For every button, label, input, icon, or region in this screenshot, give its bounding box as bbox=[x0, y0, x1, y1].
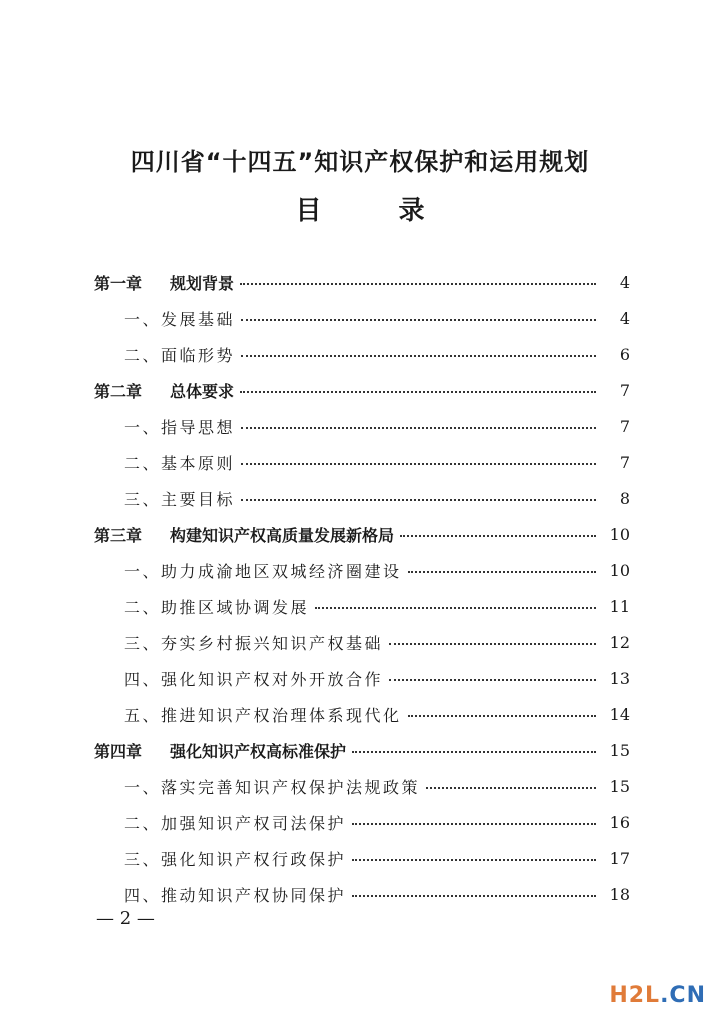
toc-entry-label: 二、助推区域协调发展 bbox=[124, 597, 310, 617]
toc-dot-leader bbox=[352, 859, 596, 861]
toc-page-number: 15 bbox=[609, 740, 630, 760]
toc-page-number: 16 bbox=[609, 812, 630, 832]
toc-entry-label: 三、主要目标 bbox=[124, 489, 236, 509]
toc-page-number: 11 bbox=[609, 596, 630, 616]
watermark-part2: .CN bbox=[660, 983, 706, 1008]
toc-section-row[interactable] bbox=[94, 624, 630, 660]
toc-page-number: 18 bbox=[609, 884, 630, 904]
toc-entry-label: 三、强化知识产权行政保护 bbox=[124, 849, 347, 869]
toc-chapter-number: 第四章 bbox=[94, 741, 143, 761]
toc-dot-leader bbox=[241, 499, 596, 501]
toc-dot-leader bbox=[315, 607, 596, 609]
toc-dot-leader bbox=[352, 751, 596, 753]
toc-page-number: 10 bbox=[609, 560, 630, 580]
toc-page-number: 15 bbox=[609, 776, 630, 796]
toc-chapter-number: 第三章 bbox=[94, 525, 143, 545]
toc-entry-label: 一、发展基础 bbox=[124, 309, 236, 329]
toc-chapter-number: 第二章 bbox=[94, 381, 143, 401]
toc-section-row[interactable] bbox=[94, 768, 630, 804]
toc-section-row[interactable] bbox=[94, 300, 630, 336]
toc-page-number: 13 bbox=[609, 668, 630, 688]
toc-dot-leader bbox=[241, 427, 596, 429]
toc-page-number: 4 bbox=[619, 272, 630, 292]
toc-dot-leader bbox=[352, 895, 596, 897]
toc-page-number: 8 bbox=[619, 488, 630, 508]
toc-dot-leader bbox=[400, 535, 596, 537]
toc-page-number: 7 bbox=[619, 380, 630, 400]
toc-entry-label: 二、基本原则 bbox=[124, 453, 236, 473]
toc-dot-leader bbox=[241, 355, 596, 357]
toc-dot-leader bbox=[408, 571, 596, 573]
toc-heading: 目 录 bbox=[295, 196, 459, 226]
toc-dot-leader bbox=[389, 679, 596, 681]
toc-section-row[interactable] bbox=[94, 552, 630, 588]
toc-section-row[interactable] bbox=[94, 876, 630, 912]
toc-chapter-row[interactable] bbox=[94, 372, 630, 408]
toc-entry-label: 五、推进知识产权治理体系现代化 bbox=[124, 705, 402, 725]
toc-chapter-row[interactable] bbox=[94, 516, 630, 552]
toc-page-number: 10 bbox=[609, 524, 630, 544]
toc-entry-label: 四、推动知识产权协同保护 bbox=[124, 885, 347, 905]
toc-dot-leader bbox=[426, 787, 596, 789]
toc-page-number: 14 bbox=[609, 704, 630, 724]
toc-entry-label: 一、落实完善知识产权保护法规政策 bbox=[124, 777, 421, 797]
toc-entry-label: 四、强化知识产权对外开放合作 bbox=[124, 669, 384, 689]
toc-page-number: 4 bbox=[619, 308, 630, 328]
toc-dot-leader bbox=[241, 463, 596, 465]
toc-section-row[interactable] bbox=[94, 840, 630, 876]
toc-page-number: 7 bbox=[619, 452, 630, 472]
toc-dot-leader bbox=[240, 391, 596, 393]
toc-dot-leader bbox=[408, 715, 596, 717]
toc-dot-leader bbox=[352, 823, 596, 825]
toc-entry-label: 二、加强知识产权司法保护 bbox=[124, 813, 347, 833]
toc-chapter-row[interactable] bbox=[94, 732, 630, 768]
table-of-contents bbox=[94, 264, 630, 912]
toc-entry-label: 三、夯实乡村振兴知识产权基础 bbox=[124, 633, 384, 653]
document-title: 四川省“十四五”知识产权保护和运用规划 bbox=[130, 148, 590, 176]
toc-entry-label: 规划背景 bbox=[170, 273, 235, 293]
toc-entry-label: 一、助力成渝地区双城经济圈建设 bbox=[124, 561, 402, 581]
toc-section-row[interactable] bbox=[94, 804, 630, 840]
toc-section-row[interactable] bbox=[94, 660, 630, 696]
toc-page-number: 12 bbox=[609, 632, 630, 652]
toc-entry-label: 一、指导思想 bbox=[124, 417, 236, 437]
toc-entry-label: 强化知识产权高标准保护 bbox=[170, 741, 347, 761]
toc-section-row[interactable] bbox=[94, 336, 630, 372]
toc-section-row[interactable] bbox=[94, 408, 630, 444]
toc-page-number: 7 bbox=[619, 416, 630, 436]
toc-section-row[interactable] bbox=[94, 444, 630, 480]
toc-entry-label: 二、面临形势 bbox=[124, 345, 236, 365]
toc-dot-leader bbox=[389, 643, 596, 645]
watermark-part1: H2L bbox=[609, 983, 661, 1008]
toc-dot-leader bbox=[240, 283, 596, 285]
toc-entry-label: 构建知识产权高质量发展新格局 bbox=[170, 525, 395, 545]
toc-page-number: 6 bbox=[619, 344, 630, 364]
toc-page-number: 17 bbox=[609, 848, 630, 868]
watermark-logo bbox=[609, 983, 706, 1008]
page-number: — 2 — bbox=[96, 908, 155, 929]
toc-chapter-row[interactable] bbox=[94, 264, 630, 300]
toc-section-row[interactable] bbox=[94, 588, 630, 624]
toc-entry-label: 总体要求 bbox=[170, 381, 235, 401]
toc-dot-leader bbox=[241, 319, 596, 321]
toc-section-row[interactable] bbox=[94, 696, 630, 732]
toc-section-row[interactable] bbox=[94, 480, 630, 516]
toc-chapter-number: 第一章 bbox=[94, 273, 143, 293]
